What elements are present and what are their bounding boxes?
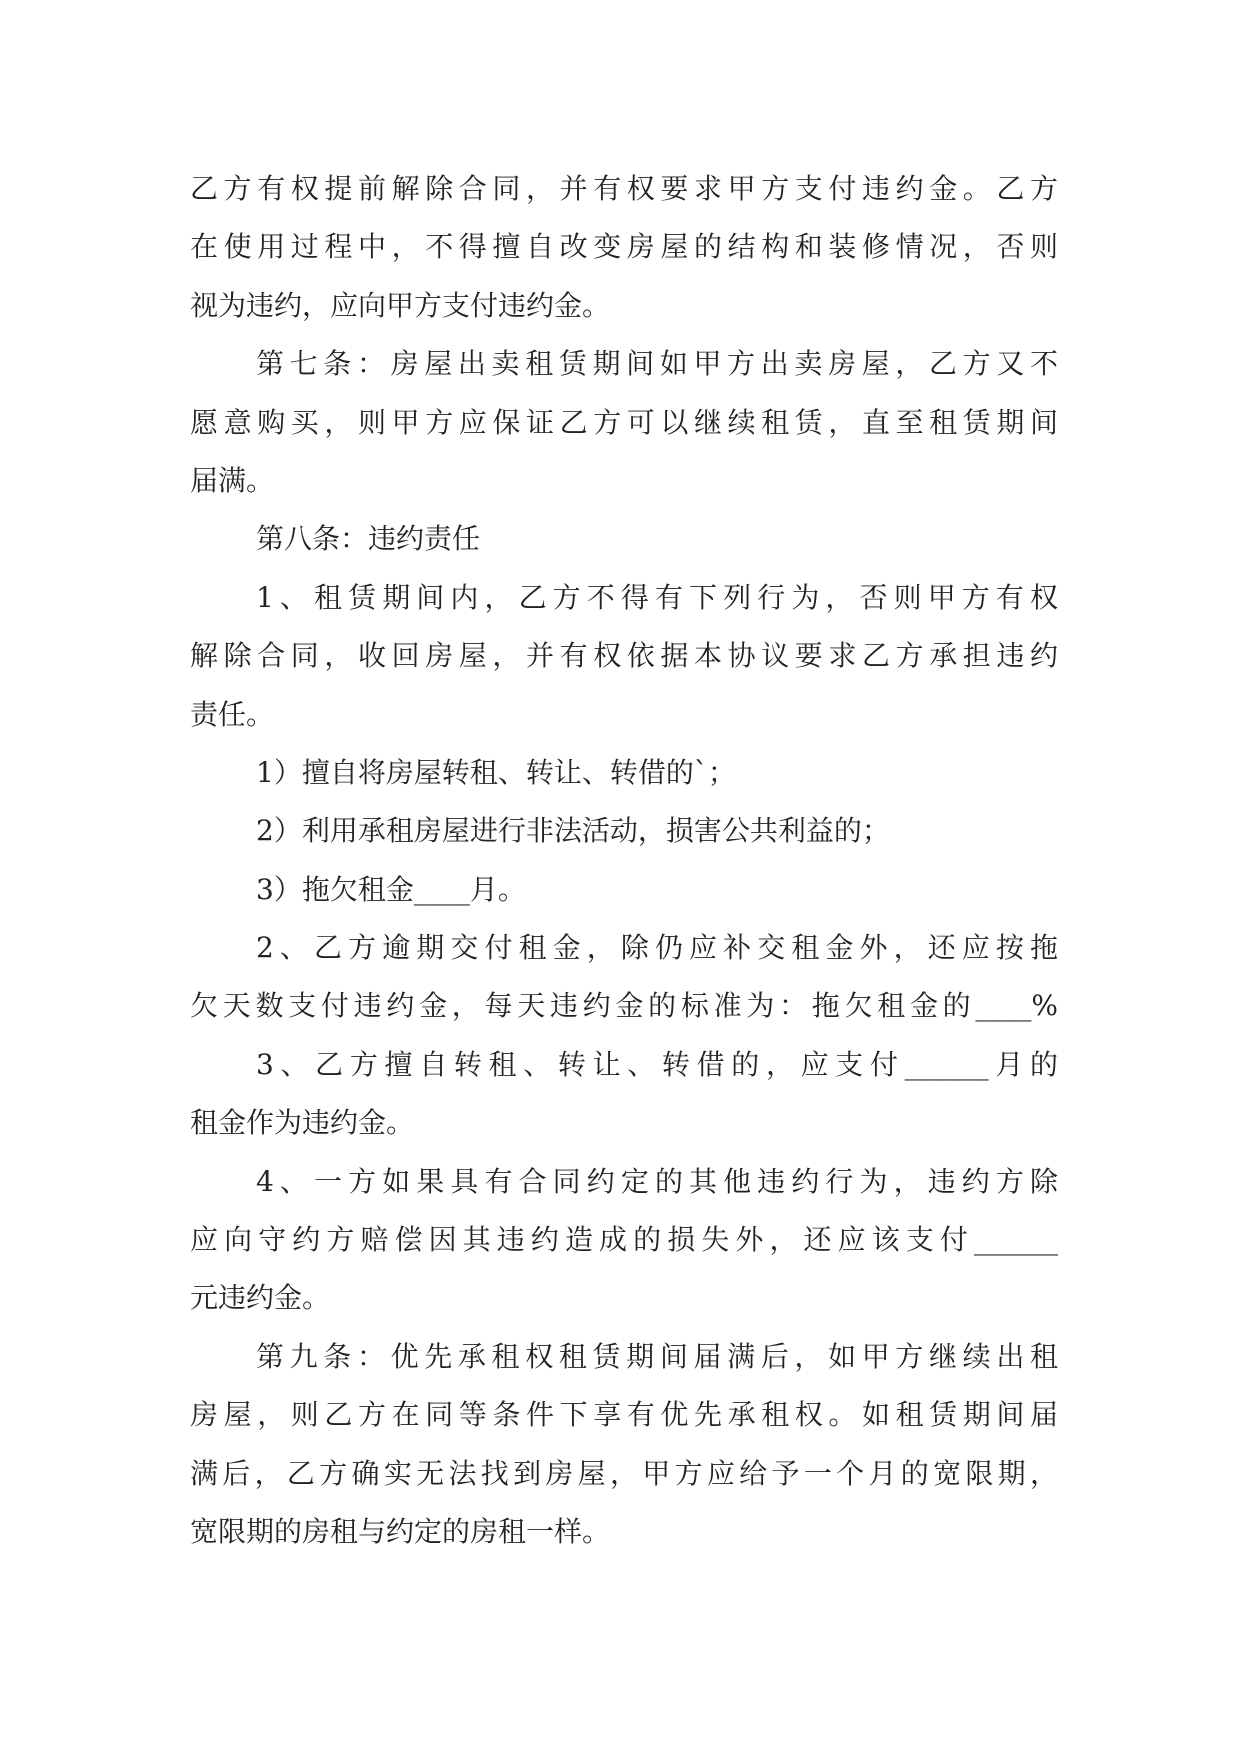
text-line: 满后，乙方确实无法找到房屋，甲方应给予一个月的宽限期， bbox=[190, 1456, 1058, 1490]
text-line: 2、乙方逾期交付租金，除仍应补交租金外，还应按拖 bbox=[256, 931, 1058, 965]
text-line: 第七条：房屋出卖租赁期间如甲方出卖房屋，乙方又不 bbox=[256, 347, 1058, 381]
text-line: 3、乙方擅自转租、转让、转借的，应支付______月的 bbox=[256, 1047, 1058, 1081]
text-line: 3）拖欠租金____月。 bbox=[256, 872, 526, 906]
text-line: 元违约金。 bbox=[190, 1281, 331, 1315]
text-line: 宽限期的房租与约定的房租一样。 bbox=[190, 1514, 611, 1548]
text-line: 第九条：优先承租权租赁期间届满后，如甲方继续出租 bbox=[256, 1339, 1058, 1373]
text-line: 第八条：违约责任 bbox=[256, 522, 481, 556]
text-line: 1）擅自将房屋转租、转让、转借的`； bbox=[256, 755, 736, 789]
contract-text bbox=[190, 160, 1058, 1561]
text-line: 欠天数支付违约金，每天违约金的标准为：拖欠租金的____% bbox=[190, 989, 1058, 1023]
text-line: 租金作为违约金。 bbox=[190, 1106, 415, 1140]
text-line: 乙方有权提前解除合同，并有权要求甲方支付违约金。乙方 bbox=[190, 172, 1058, 205]
text-line: 房屋，则乙方在同等条件下享有优先承租权。如租赁期间届 bbox=[190, 1398, 1058, 1432]
text-line: 应向守约方赔偿因其违约造成的损失外，还应该支付______ bbox=[190, 1223, 1058, 1257]
text-line: 愿意购买，则甲方应保证乙方可以继续租赁，直至租赁期间 bbox=[190, 405, 1058, 439]
text-line: 2）利用承租房屋进行非法活动，损害公共利益的； bbox=[256, 814, 890, 848]
text-line: 视为违约，应向甲方支付违约金。 bbox=[190, 288, 611, 322]
text-line: 1、租赁期间内，乙方不得有下列行为，否则甲方有权 bbox=[256, 580, 1058, 614]
text-line: 4、一方如果具有合同约定的其他违约行为，违约方除 bbox=[256, 1164, 1058, 1198]
text-line: 解除合同，收回房屋，并有权依据本协议要求乙方承担违约 bbox=[190, 639, 1058, 673]
text-line: 届满。 bbox=[190, 463, 275, 497]
text-line: 责任。 bbox=[190, 697, 275, 731]
text-line: 在使用过程中，不得擅自改变房屋的结构和装修情况，否则 bbox=[190, 230, 1058, 264]
